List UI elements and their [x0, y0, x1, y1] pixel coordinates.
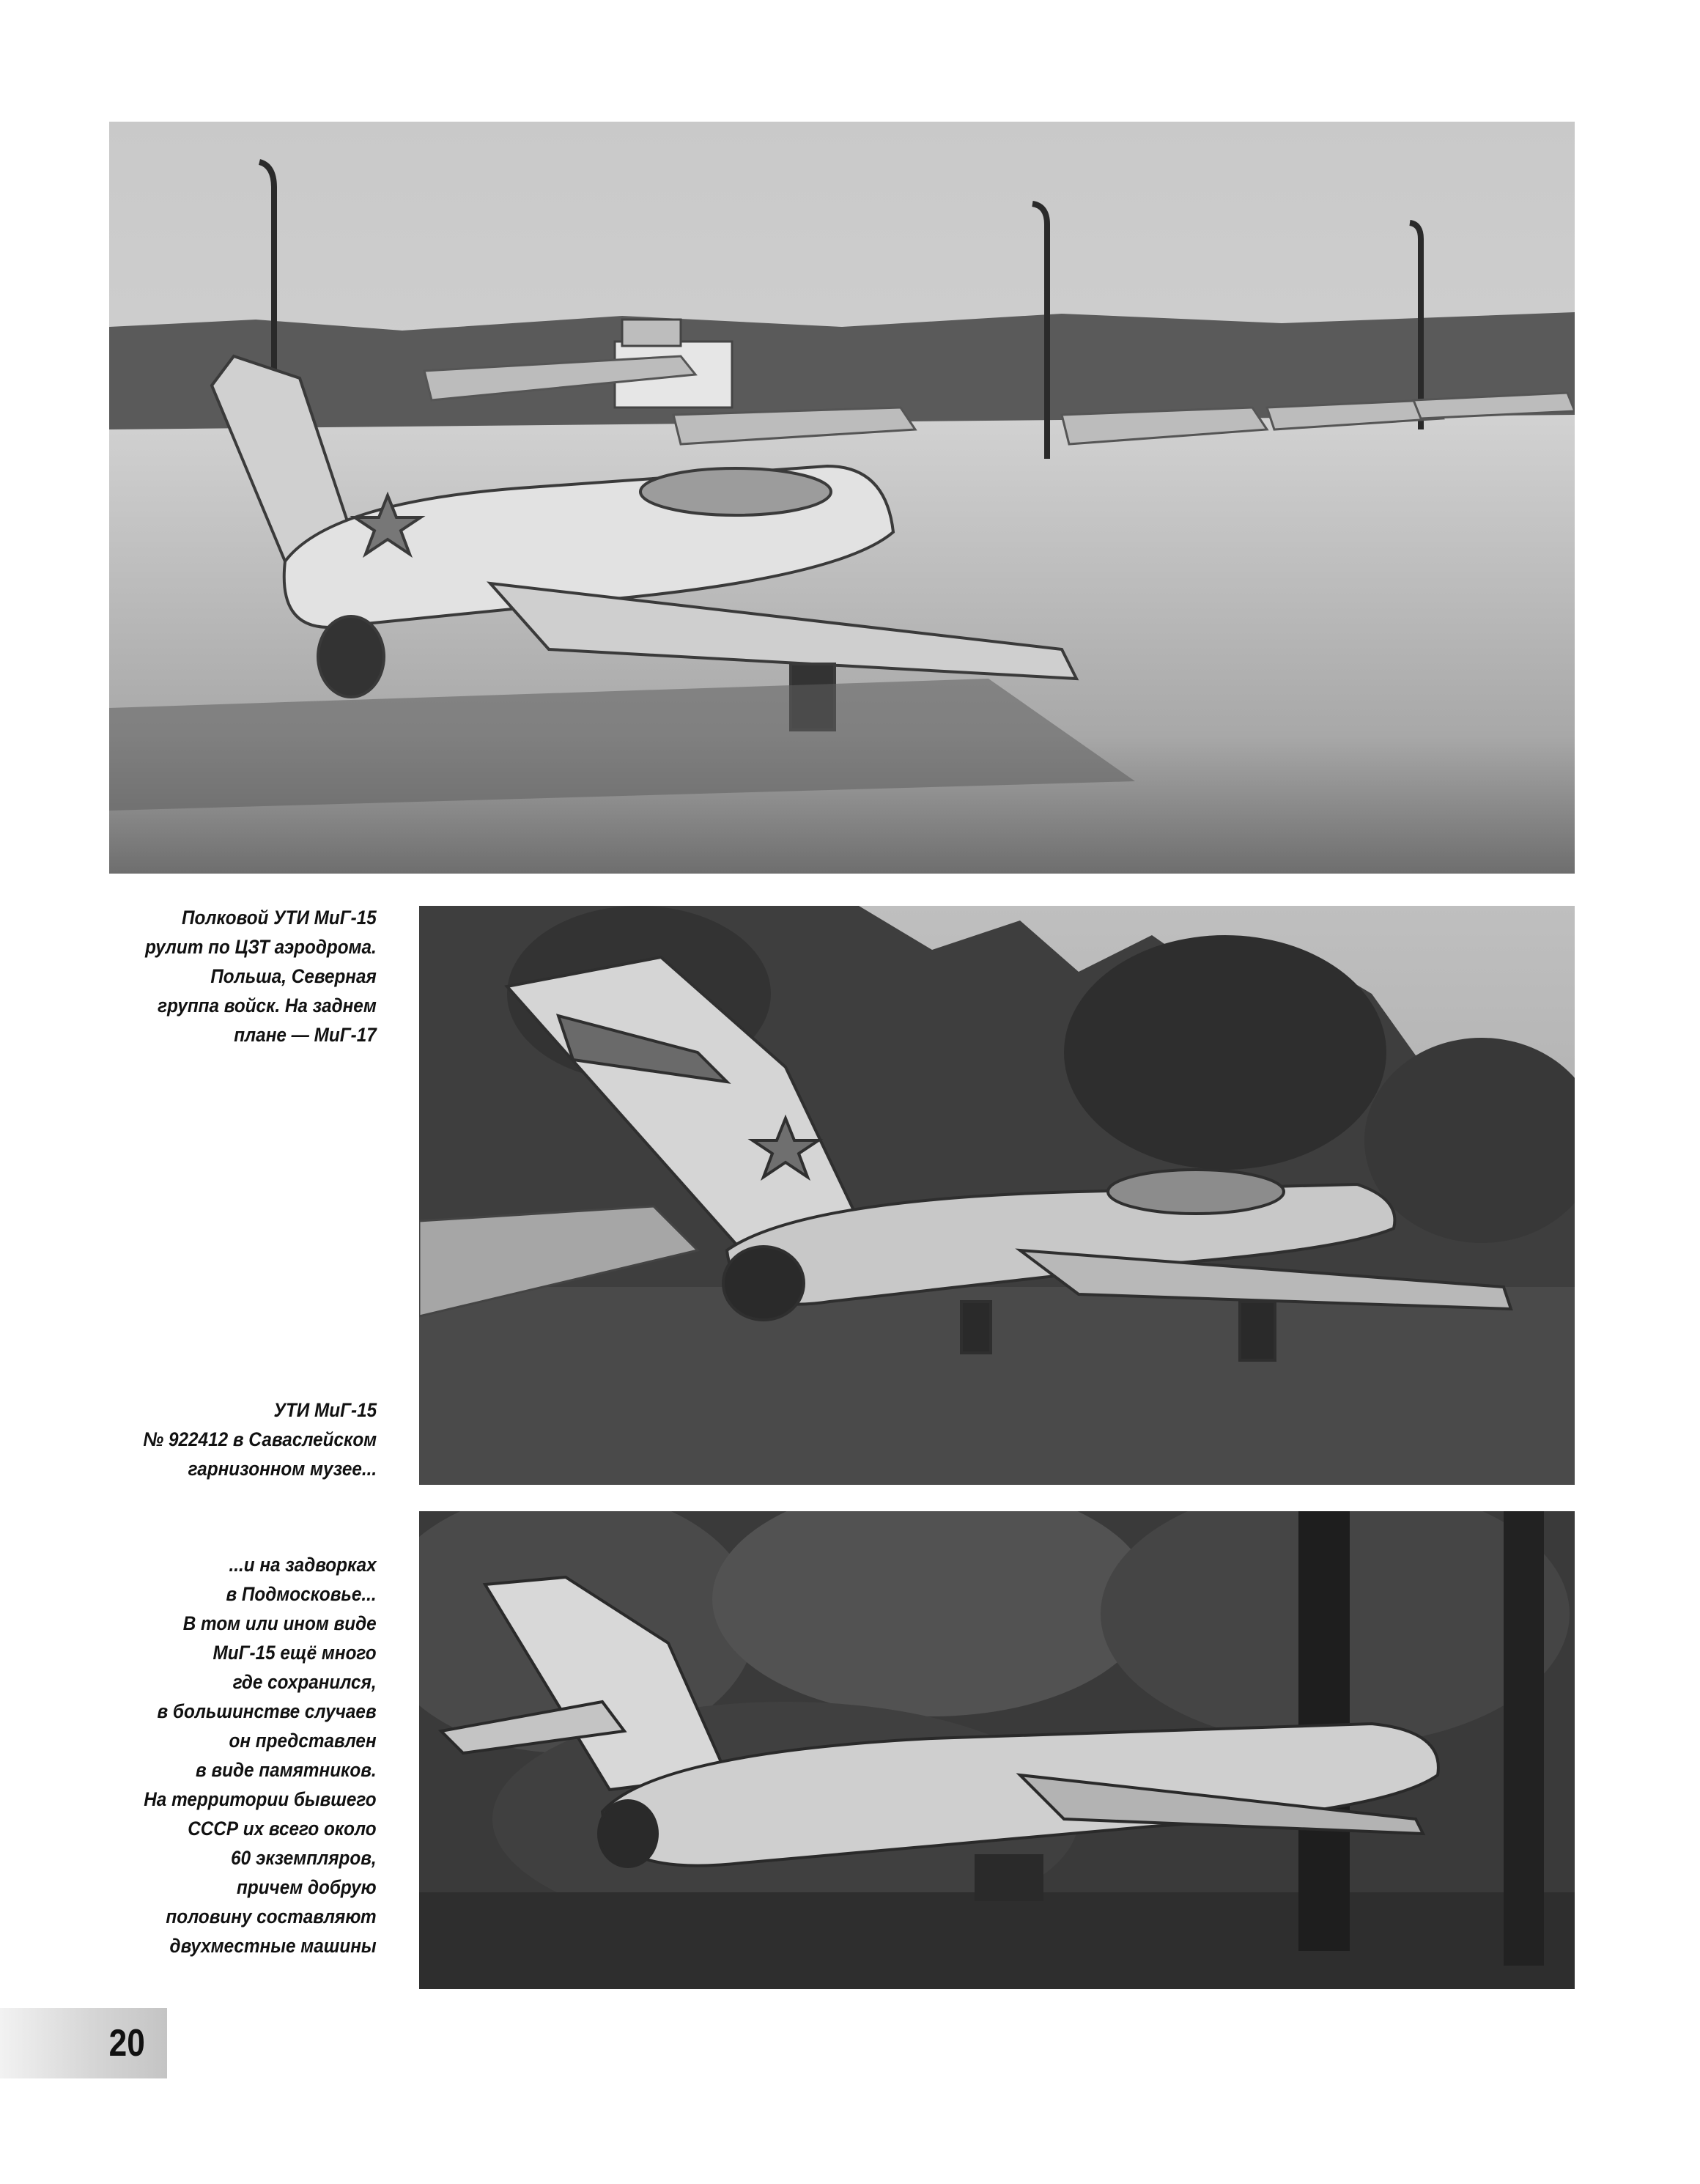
caption-line: Полковой УТИ МиГ-15 — [182, 907, 377, 929]
caption-airfield — [145, 903, 377, 1049]
caption-derelict — [144, 1550, 377, 1960]
caption-line: причем добрую — [237, 1876, 377, 1898]
caption-line: плане — МиГ-17 — [234, 1024, 377, 1046]
caption-line: УТИ МиГ-15 — [273, 1399, 377, 1421]
caption-line: в Подмосковье... — [226, 1583, 377, 1605]
caption-line: половину составляют — [166, 1906, 377, 1927]
photo-museum-aircraft — [419, 906, 1575, 1485]
caption-line: где сохранился, — [233, 1671, 377, 1693]
caption-line: 60 экземпляров, — [231, 1847, 377, 1869]
page-number: 20 — [108, 2022, 145, 2065]
caption-museum — [143, 1395, 377, 1483]
caption-line: гарнизонном музее... — [188, 1458, 377, 1480]
caption-line: В том или ином виде — [183, 1612, 377, 1634]
caption-line: в виде памятников. — [196, 1759, 377, 1781]
caption-line: № 922412 в Саваслейском — [143, 1428, 377, 1450]
caption-line: На территории бывшего — [144, 1788, 377, 1810]
caption-line: группа войск. На заднем — [158, 995, 377, 1017]
caption-line: рулит по ЦЗТ аэродрома. — [145, 936, 377, 958]
photo-derelict-aircraft — [419, 1511, 1575, 1989]
caption-line: он представлен — [229, 1730, 377, 1752]
caption-line: двухместные машины — [169, 1935, 377, 1957]
page-number-block — [0, 2008, 167, 2078]
caption-line: Польша, Северная — [210, 965, 377, 987]
caption-line: ...и на задворках — [229, 1554, 377, 1576]
photo-airfield-lineup — [109, 122, 1575, 874]
caption-line: МиГ-15 ещё много — [212, 1642, 377, 1664]
caption-line: СССР их всего около — [188, 1818, 377, 1840]
caption-line: в большинстве случаев — [157, 1700, 377, 1722]
